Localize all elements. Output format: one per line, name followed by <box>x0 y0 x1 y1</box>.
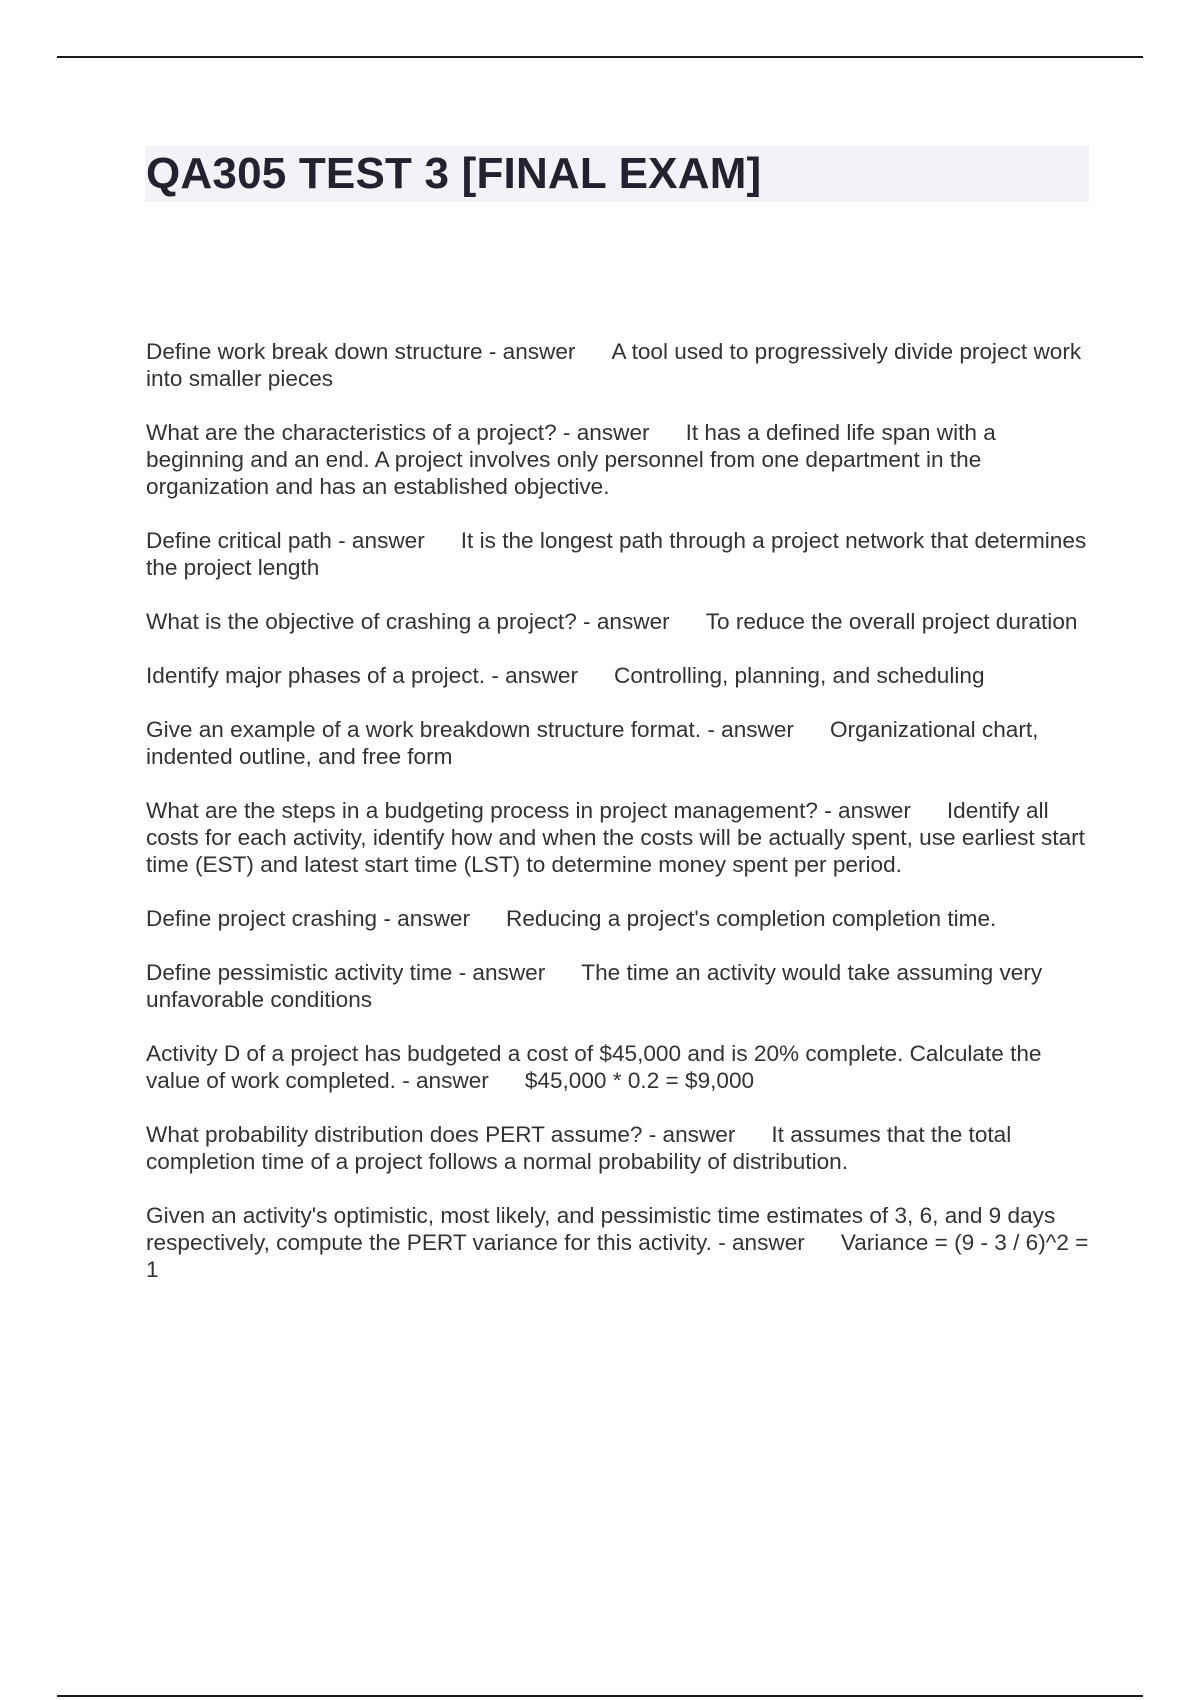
question-text: Identify major phases of a project. - answer <box>146 663 578 688</box>
qa-item <box>146 662 1091 689</box>
question-text: What is the objective of crashing a project? - answer <box>146 609 670 634</box>
answer-text: Controlling, planning, and scheduling <box>614 663 985 688</box>
top-rule <box>57 56 1143 58</box>
qa-list <box>146 338 1091 1310</box>
qa-item <box>146 797 1091 878</box>
answer-text: To reduce the overall project duration <box>705 609 1078 634</box>
document-title: QA305 TEST 3 [FINAL EXAM] <box>146 149 762 198</box>
answer-text: The time an activity would take assuming very unfavorable conditions <box>146 960 1043 1012</box>
qa-item <box>146 608 1091 635</box>
answer-text: It assumes that the total completion time of a project follows a normal probability of distribution. <box>146 1122 1012 1174</box>
qa-item <box>146 716 1091 770</box>
question-text: What are the steps in a budgeting process in project management? - answer <box>146 798 911 823</box>
answer-text: A tool used to progressively divide project work into smaller pieces <box>146 339 1082 391</box>
qa-item <box>146 905 1091 932</box>
question-text: What are the characteristics of a project? - answer <box>146 420 650 445</box>
question-text: Give an example of a work breakdown structure format. - answer <box>146 717 794 742</box>
question-text: Define project crashing - answer <box>146 906 470 931</box>
question-text: What probability distribution does PERT assume? - answer <box>146 1122 736 1147</box>
question-text: Define pessimistic activity time - answer <box>146 960 546 985</box>
qa-item <box>146 419 1091 500</box>
answer-text: Reducing a project's completion completion time. <box>506 906 997 931</box>
answer-text: Variance = (9 - 3 / 6)^2 = 1 <box>146 1230 1089 1282</box>
answer-text: It has a defined life span with a beginning and an end. A project involves only personnel from one department in the organization and has an established objective. <box>146 420 996 499</box>
answer-text: It is the longest path through a project network that determines the project length <box>146 528 1087 580</box>
question-text: Define critical path - answer <box>146 528 425 553</box>
qa-item <box>146 1040 1091 1094</box>
qa-item <box>146 338 1091 392</box>
qa-item <box>146 959 1091 1013</box>
answer-text: Organizational chart, indented outline, and free form <box>146 717 1039 769</box>
question-text: Activity D of a project has budgeted a cost of $45,000 and is 20% complete. Calculate the value of work completed. - answer <box>146 1041 1042 1093</box>
bottom-rule <box>57 1695 1143 1697</box>
qa-item <box>146 1121 1091 1175</box>
qa-item <box>146 1202 1091 1283</box>
qa-item <box>146 527 1091 581</box>
question-text: Define work break down structure - answer <box>146 339 576 364</box>
answer-text: Identify all costs for each activity, identify how and when the costs will be actually spent, use earliest start time (EST) and latest start time (LST) to determine money spent per period. <box>146 798 1085 877</box>
answer-text: $45,000 * 0.2 = $9,000 <box>524 1068 755 1093</box>
question-text: Given an activity's optimistic, most likely, and pessimistic time estimates of 3, 6, and 9 days respectively, compute the PERT variance for this activity. - answer <box>146 1203 1056 1255</box>
